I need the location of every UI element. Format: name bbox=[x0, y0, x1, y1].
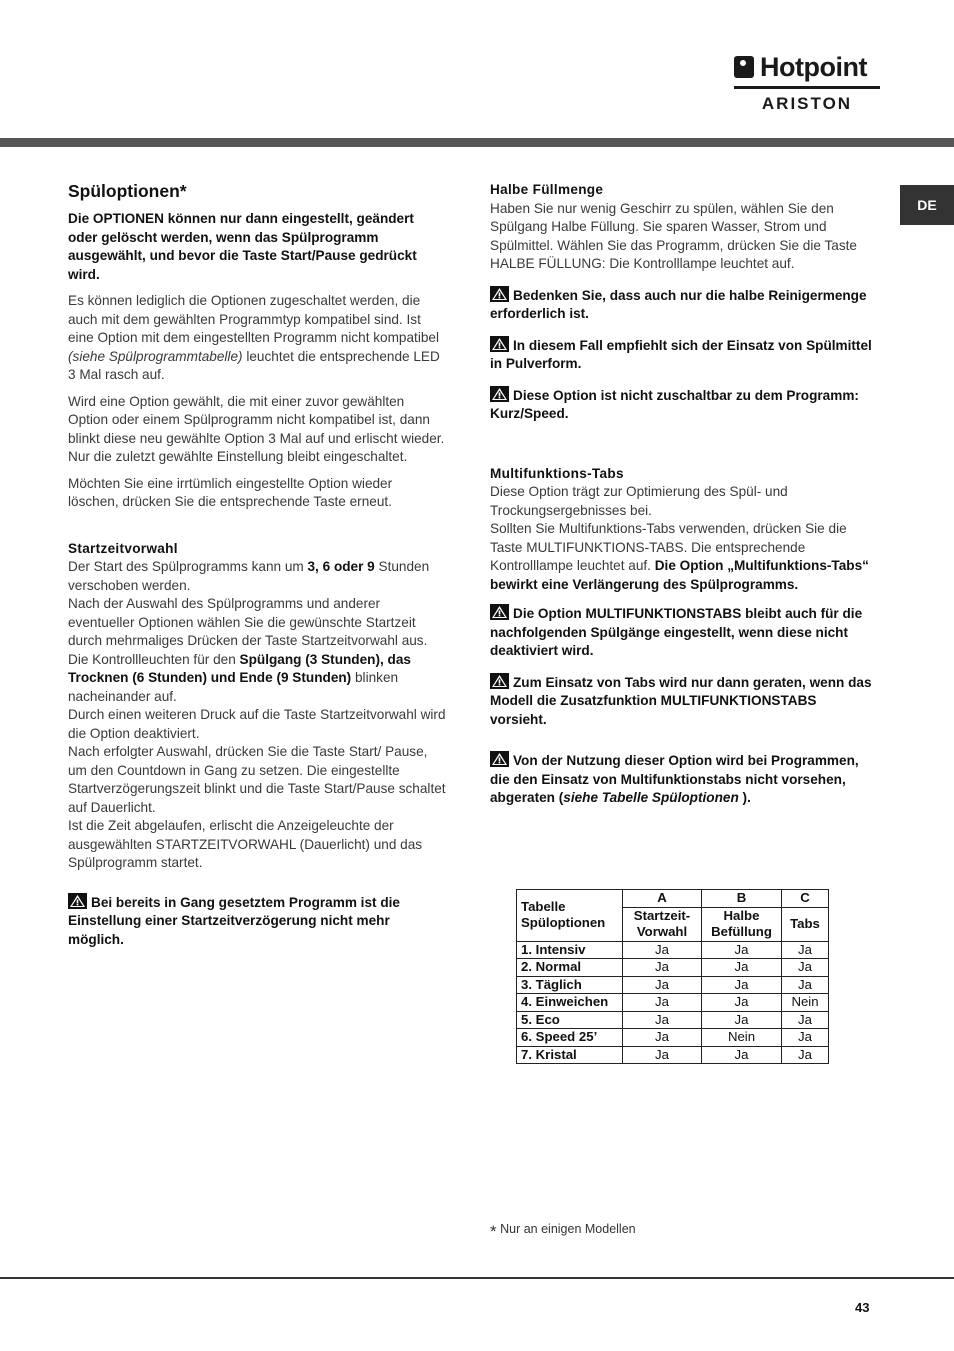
multi-text: Diese Option trägt zur Optimierung des Spül- und Trockungsergebnisses bei. Sollten Sie Multifunktions-Tabs verwenden, drücken Sie die Taste MULTIFUNKTIONS-TABS. Die entsprechende Kontrolllampe leuchtet auf. Die Option „Multifunktions-Tabs“ bewirkt eine Verlängerung des Spülprogramms. bbox=[490, 484, 869, 592]
options-table bbox=[516, 889, 829, 1064]
brand-divider bbox=[734, 86, 880, 89]
page-number: 43 bbox=[855, 1300, 870, 1315]
col-letter: A bbox=[623, 890, 702, 908]
warning-icon bbox=[490, 604, 509, 620]
paragraph-cancel: Möchten Sie eine irrtümlich eingestellte Option wieder löschen, drücken Sie die entsprechende Taste erneut. bbox=[68, 475, 393, 509]
warning-multi-3: Von der Nutzung dieser Option wird bei Programmen, die den Einsatz von Multifunktionstabs nicht vorsehen, abgeraten (siehe Tabelle Spüloptionen ). bbox=[490, 753, 859, 805]
right-column bbox=[490, 181, 872, 816]
halbe-text: Haben Sie nur wenig Geschirr zu spülen, wählen Sie den Spülgang Halbe Füllung. Sie sparen Wasser, Strom und Spülmittel. Wählen Sie das Programm, drücken Sie die Taste HALBE FÜLLUNG: Die Kontrolllampe leuchtet auf. bbox=[490, 200, 857, 271]
brand-logo bbox=[734, 52, 880, 114]
table-row: 5. Eco Ja Ja Ja bbox=[517, 1011, 829, 1029]
table-row: 6. Speed 25’ Ja Nein Ja bbox=[517, 1029, 829, 1047]
table-corner: Tabelle Spüloptionen bbox=[517, 890, 623, 942]
brand-sub: ARISTON bbox=[761, 94, 853, 113]
table-row: 4. Einweichen Ja Ja Nein bbox=[517, 994, 829, 1012]
warning-icon bbox=[490, 751, 509, 767]
table-row: 3. Täglich Ja Ja Ja bbox=[517, 976, 829, 994]
brand-name: Hotpoint bbox=[760, 52, 867, 82]
brand-mark-icon bbox=[734, 56, 754, 78]
warning-icon bbox=[490, 673, 509, 689]
warning-icon bbox=[490, 336, 509, 352]
table-row: 1. Intensiv Ja Ja Ja bbox=[517, 941, 829, 959]
col-header: Tabs bbox=[782, 907, 829, 941]
paragraph-compat: Es können lediglich die Optionen zugeschaltet werden, die auch mit dem gewählten Programmtyp kompatibel sind. Ist eine Option mit dem eingestellten Programm nicht kompatibel (siehe Spülprogrammtabelle) leuchtet die entsprechende LED 3 Mal rasch auf. bbox=[68, 293, 440, 382]
warning-icon bbox=[490, 386, 509, 402]
warning-startzeit: Bei bereits in Gang gesetztem Programm ist die Einstellung einer Startzeitverzögerung nicht mehr möglich. bbox=[68, 894, 400, 947]
warning-multi-2: Zum Einsatz von Tabs wird nur dann geraten, wenn das Modell die Zusatzfunktion MULTIFUNKTIONSTABS vorsieht. bbox=[490, 674, 872, 727]
warning-icon bbox=[490, 286, 509, 302]
section-heading-startzeit: Startzeitvorwahl bbox=[68, 540, 178, 556]
page-title: Spüloptionen* bbox=[68, 181, 187, 201]
table-row: 7. Kristal Ja Ja Ja bbox=[517, 1046, 829, 1064]
paragraph-incompat: Wird eine Option gewählt, die mit einer zuvor gewählten Option oder einem Spülprogramm nicht kompatibel ist, dann blinkt diese neu gewählte Option 3 Mal auf und erlischt wieder. Nur die zuletzt gewählte Einstellung bleibt eingeschaltet. bbox=[68, 393, 445, 464]
warning-halbe-1: Bedenken Sie, dass auch nur die halbe Reinigermenge erforderlich ist. bbox=[490, 287, 867, 321]
left-column bbox=[68, 180, 446, 957]
col-letter: B bbox=[702, 890, 782, 908]
section-heading-halbe: Halbe Füllmenge bbox=[490, 182, 604, 197]
table-row: 2. Normal Ja Ja Ja bbox=[517, 959, 829, 977]
header-bar bbox=[0, 138, 954, 147]
warning-halbe-2: In diesem Fall empfiehlt sich der Einsatz von Spülmittel in Pulverform. bbox=[490, 337, 872, 371]
footnote: * Nur an einigen Modellen bbox=[490, 1222, 636, 1241]
startzeit-text: Der Start des Spülprogramms kann um 3, 6 oder 9 Stunden verschoben werden. Nach der Auswahl des Spülprogramms und anderer eventueller Optionen wählen Sie die gewünschte Startzeit durch mehrmaliges Drücken der Taste Startzeitvorwahl aus. Die Kontrollleuchten für den Spülgang (3 Stunden), das Trocknen (6 Stunden) und Ende (9 Stunden) blinken nacheinander auf. Durch einen weiteren Druck auf die Taste Startzeitvorwahl wird die Option deaktiviert. Nach erfolgter Auswahl, drücken Sie die Taste Start/ Pause, um den Countdown in Gang zu setzen. Die eingestellte Startverzögerungszeit blinkt und die Taste Start/Pause schaltet auf Dauerlicht. Ist die Zeit abgelaufen, erlischt die Anzeigeleuchte der ausgewählten STARTZEITVORWAHL (Dauerlicht) und das Spülprogramm startet. bbox=[68, 559, 446, 870]
warning-icon bbox=[68, 893, 87, 909]
warning-multi-1: Die Option MULTIFUNKTIONSTABS bleibt auch für die nachfolgenden Spülgänge eingestellt, wenn diese nicht deaktiviert wird. bbox=[490, 606, 863, 658]
col-letter: C bbox=[782, 890, 829, 908]
intro-note: Die OPTIONEN können nur dann eingestellt, geändert oder gelöscht werden, wenn das Spülprogramm ausgewählt, und bevor die Taste Start/Pause gedrückt wird. bbox=[68, 211, 417, 282]
col-header: Startzeit-Vorwahl bbox=[623, 907, 702, 941]
language-tab: DE bbox=[900, 185, 954, 225]
col-header: Halbe Befüllung bbox=[702, 907, 782, 941]
footer-rule bbox=[0, 1277, 954, 1279]
section-heading-multi: Multifunktions-Tabs bbox=[490, 465, 624, 481]
warning-halbe-3: Diese Option ist nicht zuschaltbar zu dem Programm: Kurz/Speed. bbox=[490, 387, 859, 421]
